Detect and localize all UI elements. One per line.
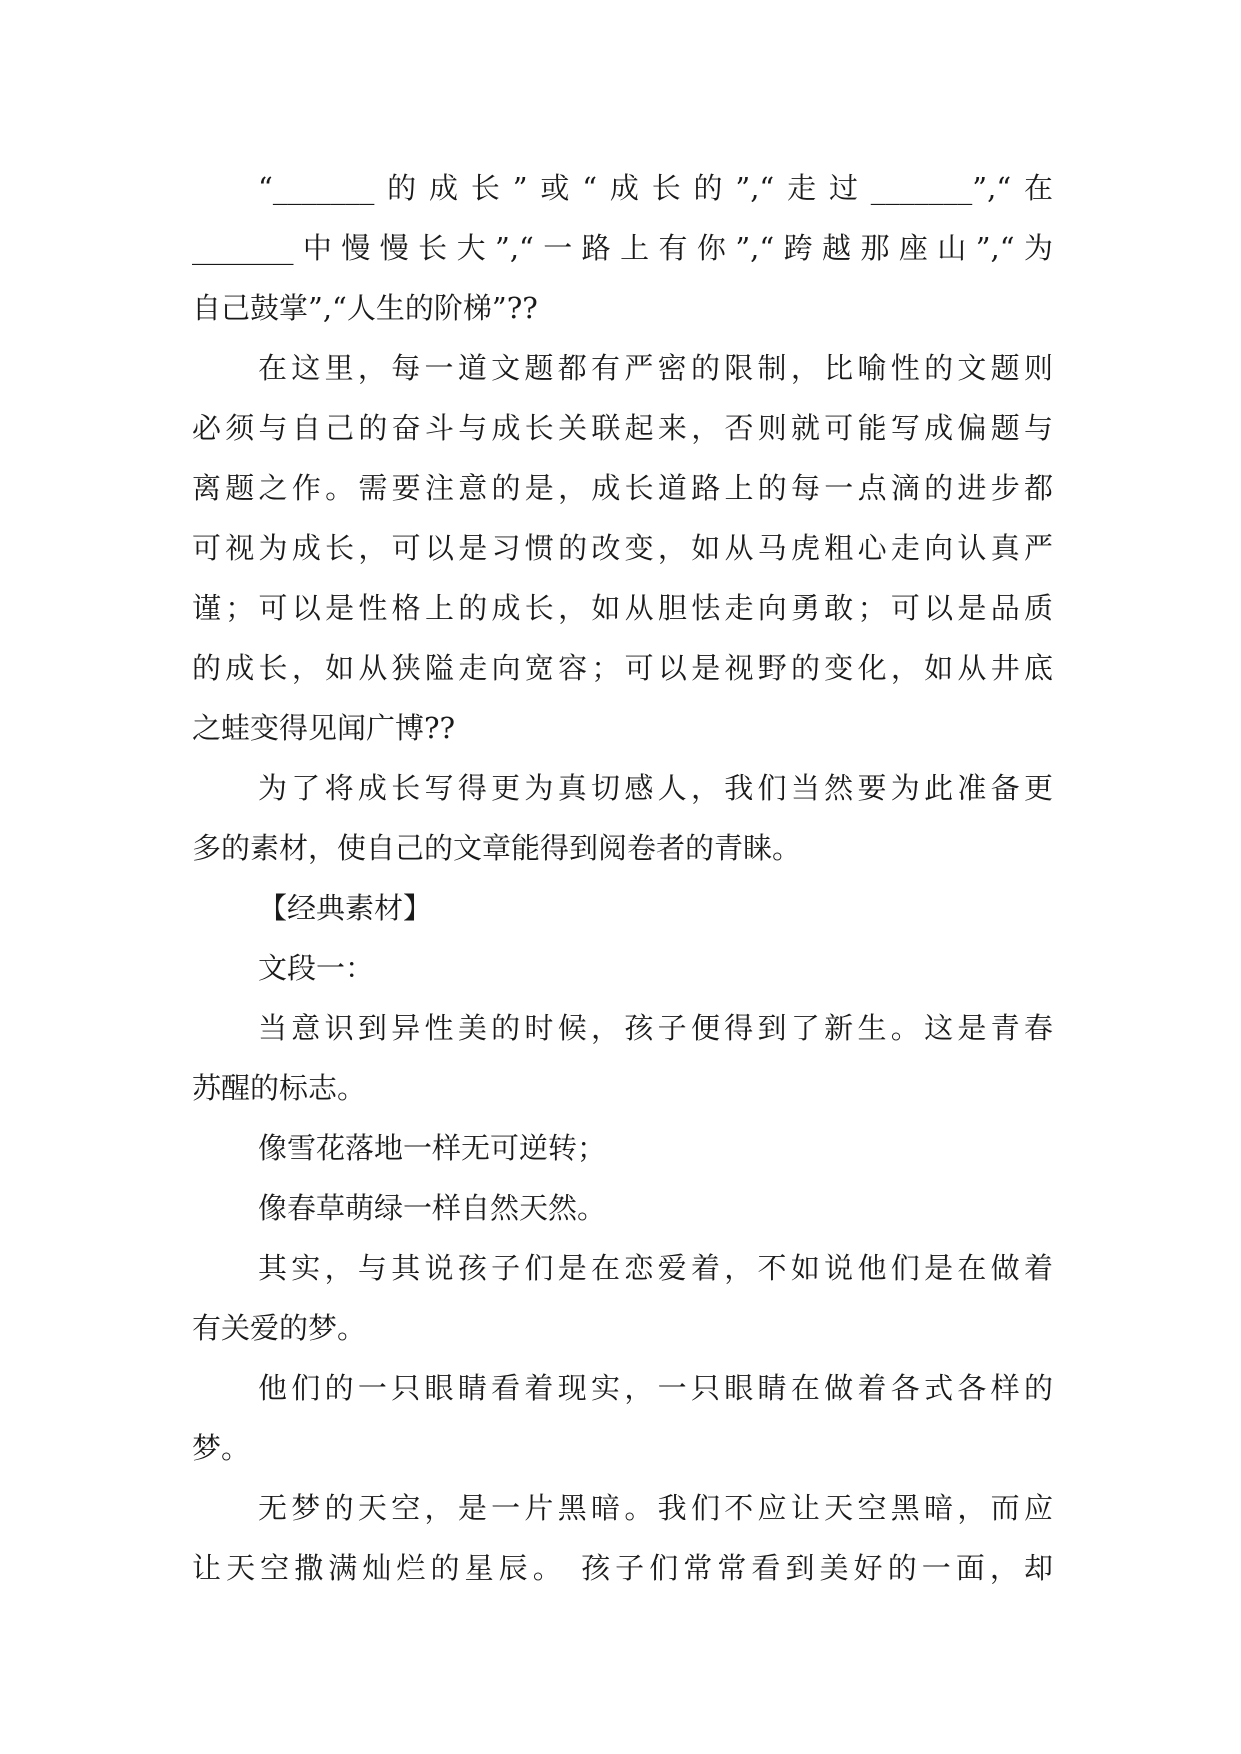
section-heading: 【经典素材】 — [258, 891, 433, 925]
text-line: _______中慢慢长大”,“一路上有你”,“跨越那座山”,“为 — [192, 231, 1053, 265]
document-body — [192, 158, 1053, 1598]
text-line: 梦。 — [192, 1431, 251, 1465]
text-line: 谨；可以是性格上的成长，如从胆怯走向勇敢；可以是品质 — [192, 591, 1053, 625]
text-line: 像春草萌绿一样自然天然。 — [258, 1191, 607, 1225]
text-line: 他们的一只眼睛看着现实，一只眼睛在做着各式各样的 — [258, 1371, 1053, 1405]
text-line: 其实，与其说孩子们是在恋爱着，不如说他们是在做着 — [258, 1251, 1053, 1285]
text-line: 有关爱的梦。 — [192, 1311, 367, 1345]
text-line: 像雪花落地一样无可逆转； — [258, 1131, 607, 1165]
text-line: 苏醒的标志。 — [192, 1071, 367, 1105]
text-line: 当意识到异性美的时候，孩子便得到了新生。这是青春 — [258, 1011, 1053, 1045]
text-line: 无梦的天空，是一片黑暗。我们不应让天空黑暗，而应 — [258, 1491, 1053, 1525]
text-line: 的成长，如从狭隘走向宽容；可以是视野的变化，如从井底 — [192, 651, 1053, 685]
subsection-label: 文段一： — [258, 951, 375, 985]
text-line: 在这里，每一道文题都有严密的限制，比喻性的文题则 — [258, 351, 1053, 385]
text-line: 离题之作。需要注意的是，成长道路上的每一点滴的进步都 — [192, 471, 1053, 505]
text-line: 为了将成长写得更为真切感人，我们当然要为此准备更 — [258, 771, 1053, 805]
text-line: 让天空撒满灿烂的星辰。 孩子们常常看到美好的一面，却 — [192, 1551, 1053, 1585]
text-line: 必须与自己的奋斗与成长关联起来，否则就可能写成偏题与 — [192, 411, 1053, 445]
text-line: “_______的成长”或“成长的”,“走过_______”,“在 — [258, 171, 1053, 205]
text-line: 多的素材，使自己的文章能得到阅卷者的青睐。 — [192, 831, 802, 865]
text-line: 之蛙变得见闻广博?? — [192, 711, 456, 745]
text-line: 自己鼓掌”,“人生的阶梯”?? — [192, 291, 538, 325]
text-line: 可视为成长，可以是习惯的改变，如从马虎粗心走向认真严 — [192, 531, 1053, 565]
